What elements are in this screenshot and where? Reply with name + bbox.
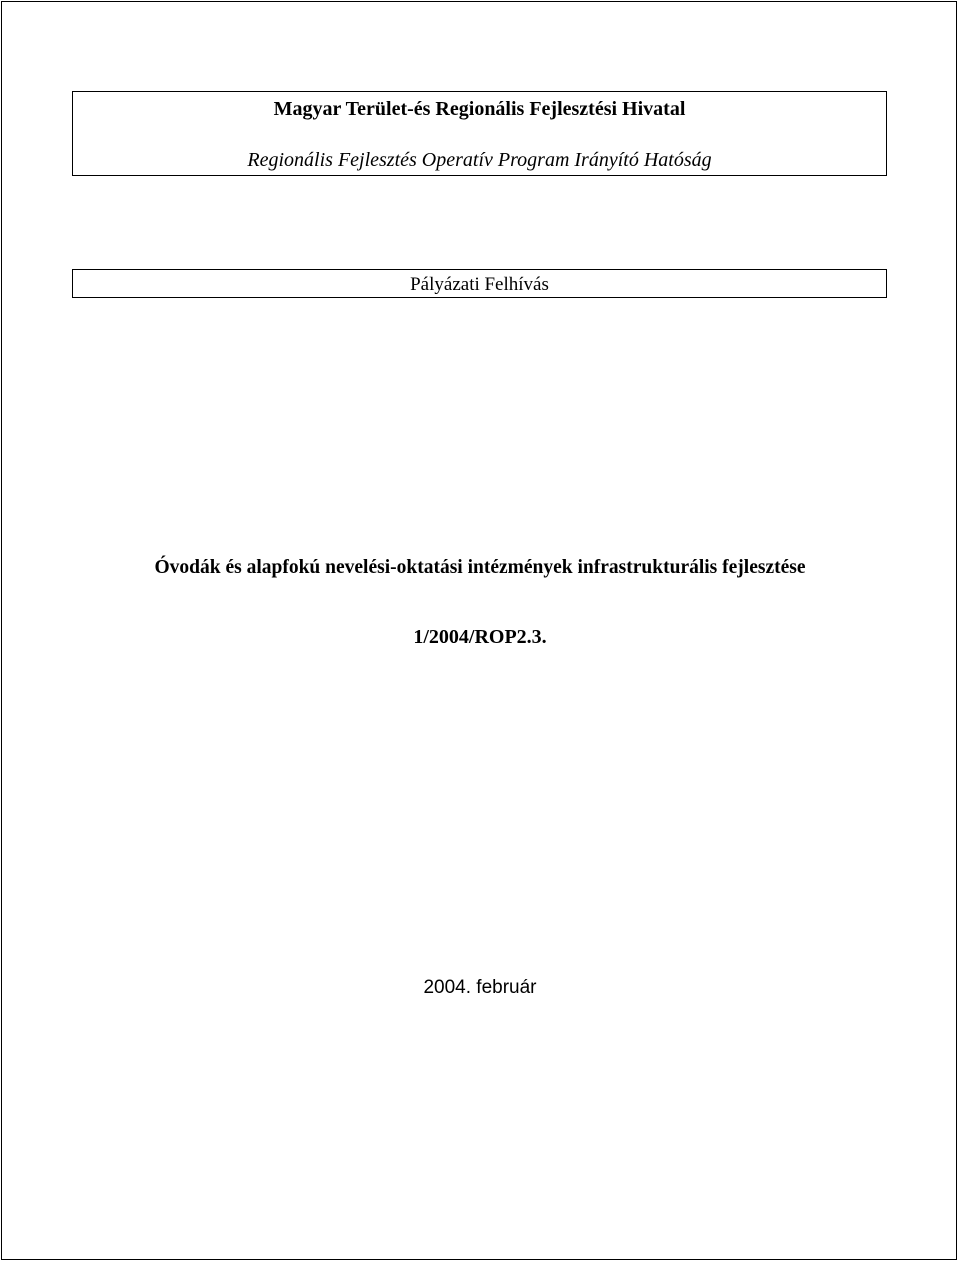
header-box (72, 91, 887, 176)
document-code: 1/2004/ROP2.3. (413, 626, 547, 648)
call-title: Pályázati Felhívás (410, 274, 549, 295)
call-title-box (72, 269, 887, 298)
organization-name: Magyar Terület-és Regionális Fejlesztési Hivatal (273, 98, 686, 120)
document-title: Óvodák és alapfokú nevelési-oktatási intézmények infrastrukturális fejlesztése (154, 557, 806, 578)
document-date: 2004. február (423, 977, 537, 998)
authority-subtitle: Regionális Fejlesztés Operatív Program Irányító Hatóság (247, 149, 712, 171)
